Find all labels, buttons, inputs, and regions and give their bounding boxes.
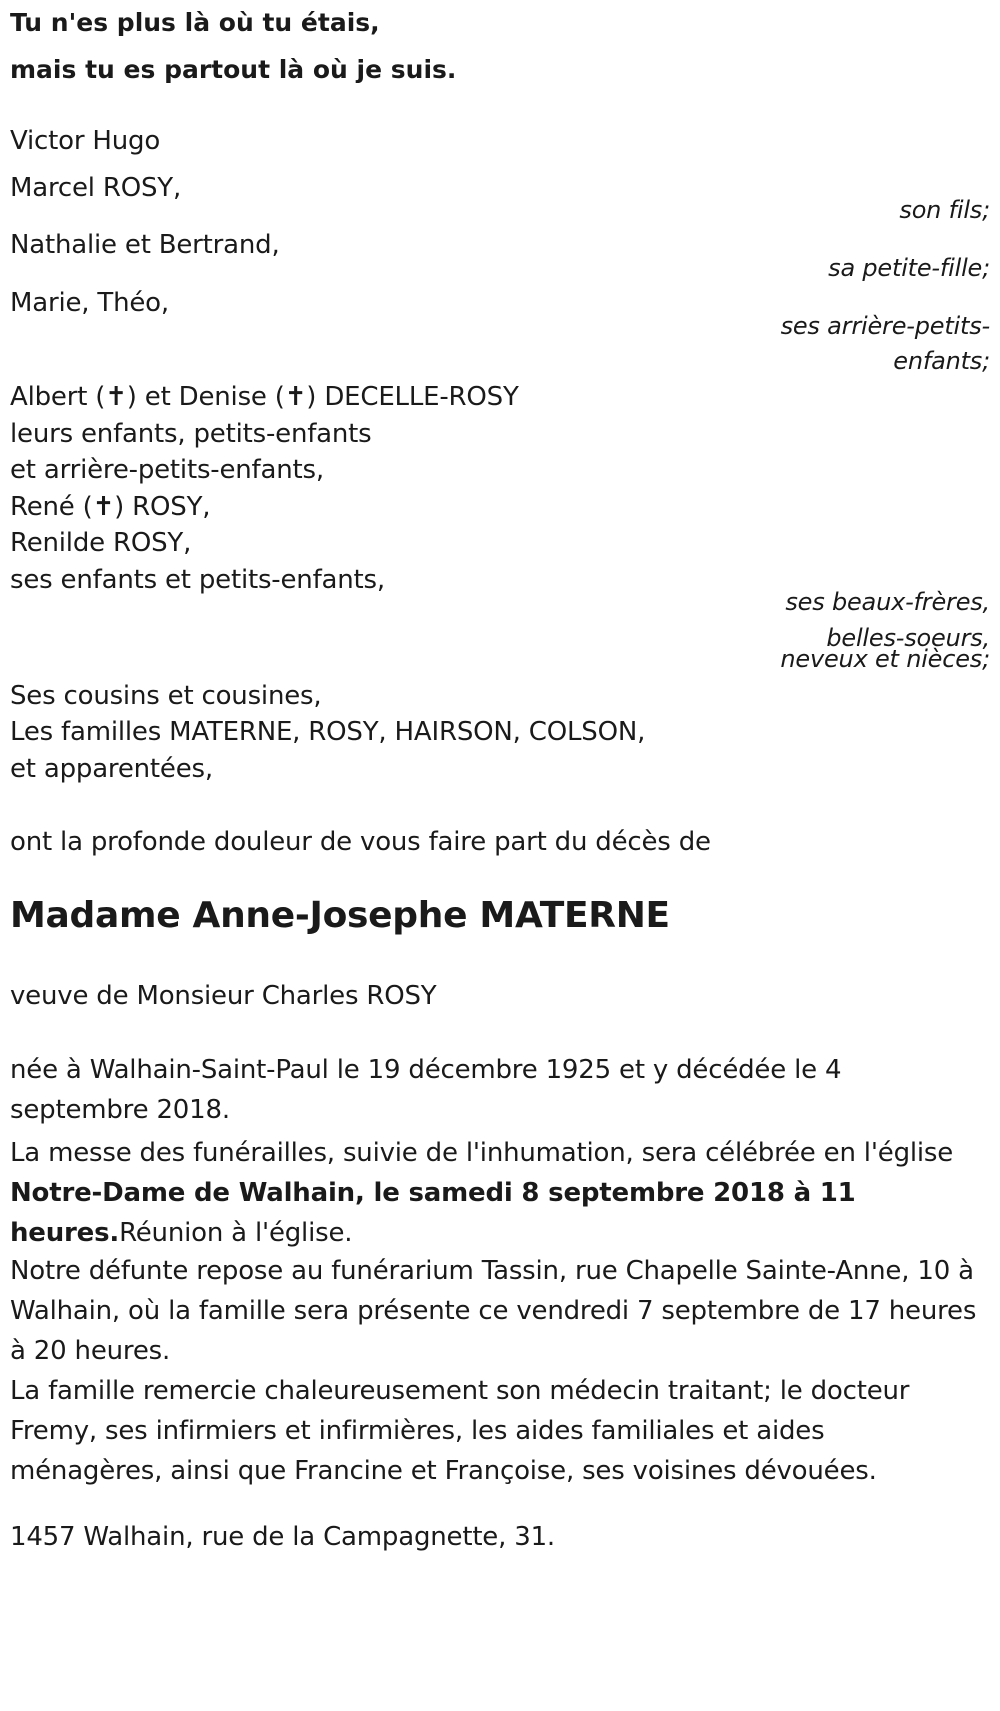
funeral-intro: La messe des funérailles, suivie de l'inhumation, sera célébrée en l'église bbox=[10, 1138, 954, 1168]
funeral-meeting: Réunion à l'église. bbox=[119, 1218, 353, 1248]
granddaughter-relation: sa petite-fille; bbox=[828, 254, 990, 282]
quote-author: Victor Hugo bbox=[10, 126, 161, 156]
inlaws-line: et arrière-petits-enfants, bbox=[10, 455, 324, 485]
inlaws-line: ses enfants et petits-enfants, bbox=[10, 565, 385, 595]
inlaws-line: leurs enfants, petits-enfants bbox=[10, 419, 372, 449]
inlaws-line: Albert (✝) et Denise (✝) DECELLE-ROSY bbox=[10, 382, 519, 412]
great-grandchildren-name: Marie, Théo, bbox=[10, 288, 169, 318]
inlaws-relation-line: belles-soeurs, bbox=[826, 624, 990, 652]
funeral-church-date: Notre-Dame de Walhain, le samedi 8 septembre 2018 à 11 heures. bbox=[10, 1178, 856, 1248]
son-relation: son fils; bbox=[899, 196, 990, 224]
thanks-paragraph: La famille remercie chaleureusement son médecin traitant; le docteur Fremy, ses infirmiers et infirmières, les aides familiales et aides ménagères, ainsi que Francine et Françoise, ses voisines dévouées. bbox=[10, 1376, 910, 1486]
inlaws-line: René (✝) ROSY, bbox=[10, 492, 211, 522]
others-line: Les familles MATERNE, ROSY, HAIRSON, COLSON, bbox=[10, 717, 646, 747]
great-grandchildren-relation-line-1: ses arrière-petits- bbox=[780, 312, 990, 340]
birth-death-paragraph: née à Walhain-Saint-Paul le 19 décembre 1925 et y décédée le 4 septembre 2018. bbox=[10, 1055, 842, 1125]
inlaws-relation-line: neveux et nièces; bbox=[780, 645, 990, 673]
inlaws-line: Renilde ROSY, bbox=[10, 528, 192, 558]
funeral-paragraph bbox=[10, 1133, 990, 1253]
great-grandchildren-relation-line-2: enfants; bbox=[893, 347, 990, 375]
address: 1457 Walhain, rue de la Campagnette, 31. bbox=[10, 1522, 555, 1552]
granddaughter-name: Nathalie et Bertrand, bbox=[10, 230, 280, 260]
others-line: Ses cousins et cousines, bbox=[10, 681, 322, 711]
quote-line-2: mais tu es partout là où je suis. bbox=[10, 55, 457, 84]
widow-of: veuve de Monsieur Charles ROSY bbox=[10, 981, 437, 1011]
son-name: Marcel ROSY, bbox=[10, 173, 182, 203]
funerarium-paragraph: Notre défunte repose au funérarium Tassin, rue Chapelle Sainte-Anne, 10 à Walhain, où la famille sera présente ce vendredi 7 septembre de 17 heures à 20 heures. bbox=[10, 1256, 977, 1366]
inlaws-relation-line: ses beaux-frères, bbox=[785, 588, 990, 616]
announcement: ont la profonde douleur de vous faire part du décès de bbox=[10, 827, 711, 857]
others-line: et apparentées, bbox=[10, 754, 213, 784]
deceased-name: Madame Anne-Josephe MATERNE bbox=[10, 895, 670, 936]
quote-line-1: Tu n'es plus là où tu étais, bbox=[10, 8, 380, 37]
